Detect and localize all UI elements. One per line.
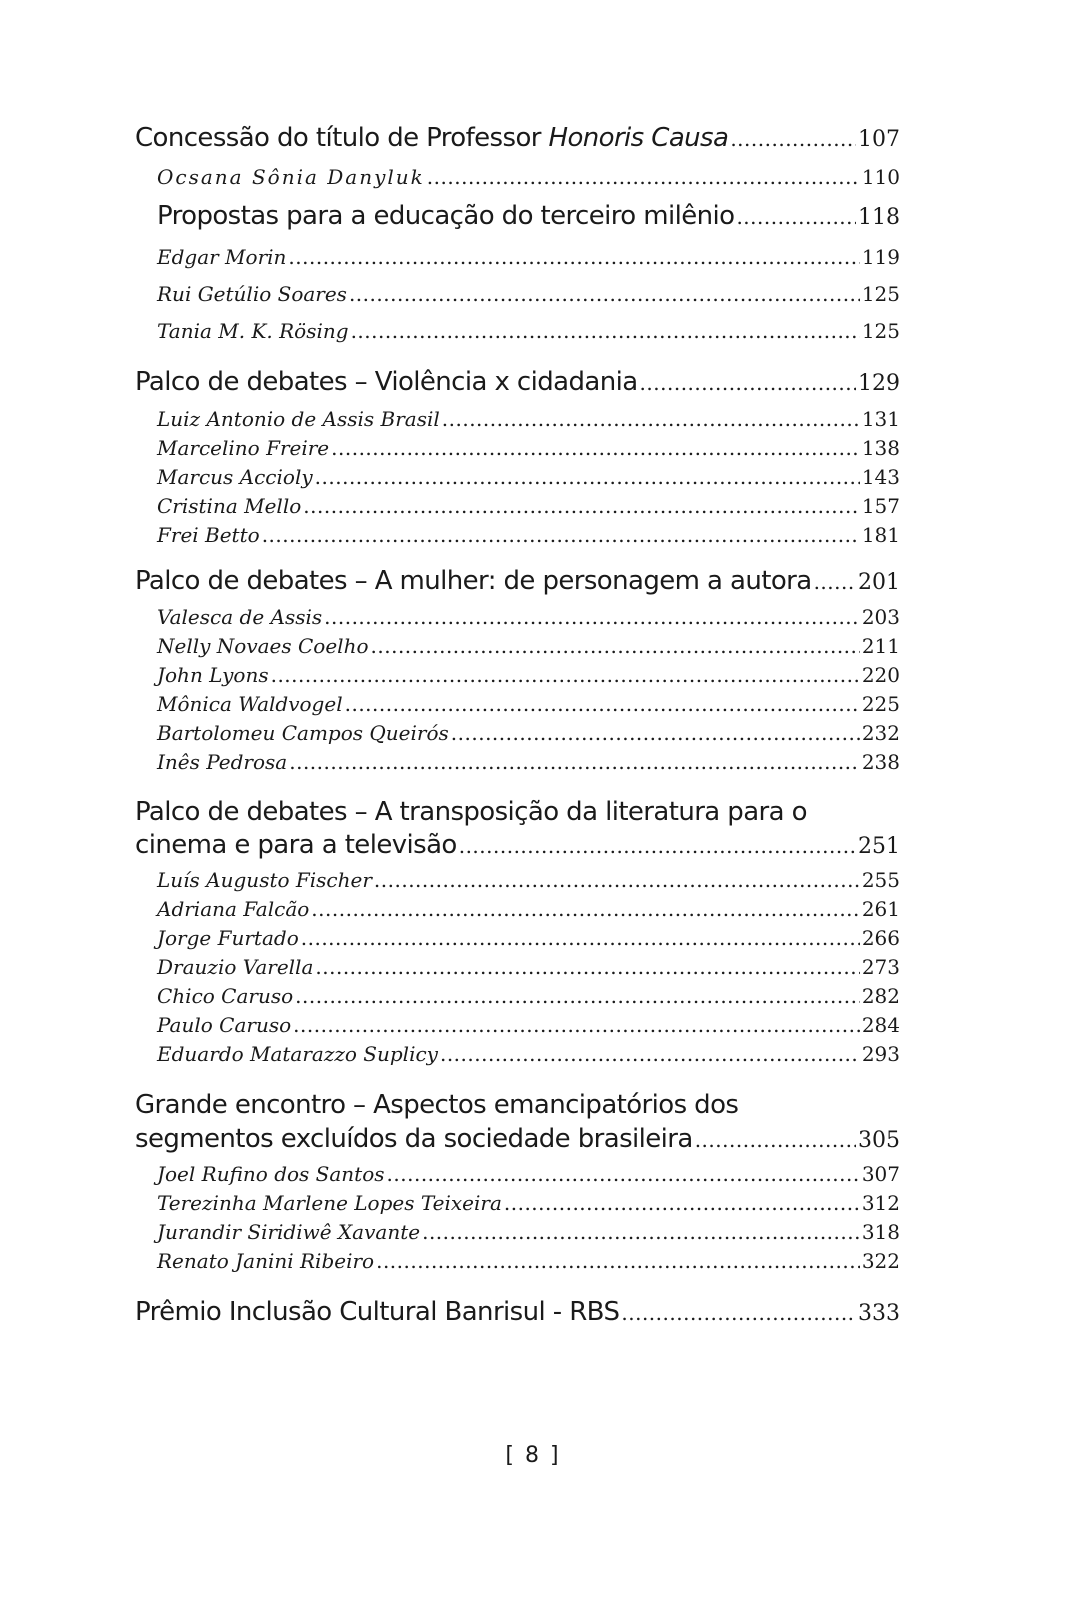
toc-entry — [135, 319, 900, 367]
author-name: Cristina Mello — [157, 494, 302, 518]
dot-leader — [262, 523, 860, 547]
page-number: 181 — [861, 523, 900, 547]
page-number: 107 — [858, 127, 900, 152]
section-title-text: Concessão do título de Professor — [135, 123, 549, 153]
author-name: Jurandir Siridiwê Xavante — [157, 1220, 421, 1244]
author-name: John Lyons — [157, 663, 269, 687]
toc-entry — [135, 1042, 900, 1086]
toc-entry — [135, 868, 900, 897]
toc-section-propostas — [135, 201, 900, 245]
toc-entry — [135, 605, 900, 634]
section-title-line1: Grande encontro – Aspectos emancipatórios dos — [135, 1090, 739, 1120]
author-name: Inês Pedrosa — [157, 750, 288, 774]
toc-entry — [135, 897, 900, 926]
page-number: 129 — [858, 371, 900, 396]
dot-leader — [459, 834, 856, 858]
section-title-line2: segmentos excluídos da sociedade brasileira — [135, 1124, 693, 1154]
page-number: 293 — [861, 1042, 900, 1066]
page-number: 203 — [861, 605, 900, 629]
table-of-contents — [135, 123, 900, 1337]
page-number: 307 — [861, 1162, 900, 1186]
dot-leader — [293, 1013, 860, 1037]
section-title: Propostas para a educação do terceiro milênio — [157, 201, 735, 231]
dot-leader — [301, 926, 860, 950]
toc-entry — [135, 523, 900, 566]
author-name: Terezinha Marlene Lopes Teixeira — [157, 1191, 502, 1215]
toc-section-transposicao — [135, 794, 900, 868]
dot-leader — [427, 165, 860, 189]
page-number: 266 — [861, 926, 900, 950]
author-name: Tania M. K. Rösing — [157, 319, 349, 343]
dot-leader — [324, 605, 860, 629]
page-number: 322 — [861, 1249, 900, 1273]
page-number: 211 — [861, 634, 900, 658]
page-number: 318 — [861, 1220, 900, 1244]
author-name: Rui Getúlio Soares — [157, 282, 347, 306]
dot-leader — [351, 319, 860, 343]
dot-leader — [289, 750, 860, 774]
dot-leader — [442, 407, 860, 431]
page-number: 305 — [858, 1128, 900, 1153]
toc-entry — [135, 721, 900, 750]
dot-leader — [331, 436, 860, 460]
dot-leader — [371, 634, 860, 658]
dot-leader — [621, 1301, 856, 1325]
dot-leader — [695, 1128, 856, 1152]
toc-entry — [135, 1191, 900, 1220]
dot-leader — [730, 127, 856, 151]
author-name: Adriana Falcão — [157, 897, 310, 921]
dot-leader — [814, 570, 856, 594]
page-number: 261 — [861, 897, 900, 921]
toc-entry — [135, 494, 900, 523]
author-name: Edgar Morin — [157, 245, 287, 269]
toc-section-premio — [135, 1297, 900, 1337]
author-name: Marcus Accioly — [157, 465, 313, 489]
page-number: 110 — [861, 165, 900, 189]
dot-leader — [349, 282, 860, 306]
author-name: Luiz Antonio de Assis Brasil — [157, 407, 440, 431]
page-number: 225 — [861, 692, 900, 716]
dot-leader — [315, 955, 859, 979]
dot-leader — [374, 868, 860, 892]
author-name: Eduardo Matarazzo Suplicy — [157, 1042, 438, 1066]
author-name: Chico Caruso — [157, 984, 294, 1008]
author-name: Marcelino Freire — [157, 436, 330, 460]
toc-entry — [135, 1013, 900, 1042]
dot-leader — [303, 494, 860, 518]
author-name: Frei Betto — [157, 523, 260, 547]
toc-entry — [135, 984, 900, 1013]
page-number: 131 — [861, 407, 900, 431]
author-name: Luís Augusto Fischer — [157, 868, 372, 892]
author-name: Mônica Waldvogel — [157, 692, 343, 716]
page-number: 201 — [858, 570, 900, 595]
dot-leader — [451, 721, 860, 745]
dot-leader — [422, 1220, 860, 1244]
page-number: 125 — [861, 282, 900, 306]
author-name: Renato Janini Ribeiro — [157, 1249, 375, 1273]
section-title: Palco de debates – Violência x cidadania — [135, 367, 638, 397]
page-number: 333 — [858, 1301, 900, 1326]
toc-entry — [135, 282, 900, 319]
author-name: Valesca de Assis — [157, 605, 323, 629]
toc-entry — [135, 1249, 900, 1297]
section-title: Prêmio Inclusão Cultural Banrisul - RBS — [135, 1297, 620, 1327]
author-name: Drauzio Varella — [157, 955, 314, 979]
dot-leader — [345, 692, 860, 716]
page-number: 119 — [861, 245, 900, 269]
page-number: 251 — [858, 834, 900, 859]
toc-section-violencia — [135, 367, 900, 407]
dot-leader — [504, 1191, 860, 1215]
section-title-italic: Honoris Causa — [548, 123, 729, 153]
dot-leader — [440, 1042, 860, 1066]
page-number: 220 — [861, 663, 900, 687]
dot-leader — [315, 465, 860, 489]
page-number: 118 — [858, 205, 900, 230]
author-name: Joel Rufino dos Santos — [157, 1162, 385, 1186]
section-title — [135, 123, 728, 153]
toc-section-honoris-causa — [135, 123, 900, 165]
author-name: Jorge Furtado — [157, 926, 299, 950]
dot-leader — [271, 663, 860, 687]
page-number: 255 — [861, 868, 900, 892]
dot-leader — [311, 897, 860, 921]
dot-leader — [376, 1249, 860, 1273]
page-folio: [ 8 ] — [505, 1443, 561, 1468]
section-title-line2: cinema e para a televisão — [135, 830, 457, 860]
dot-leader — [387, 1162, 860, 1186]
page-number: 232 — [861, 721, 900, 745]
toc-entry — [135, 165, 900, 201]
page-number: 273 — [861, 955, 900, 979]
section-title-line1: Palco de debates – A transposição da literatura para o — [135, 797, 807, 827]
toc-entry — [135, 245, 900, 282]
toc-entry — [135, 1220, 900, 1249]
toc-entry — [135, 634, 900, 663]
author-name: Nelly Novaes Coelho — [157, 634, 369, 658]
toc-section-grande-encontro — [135, 1086, 900, 1162]
toc-entry — [135, 663, 900, 692]
dot-leader — [288, 245, 859, 269]
toc-entry — [135, 926, 900, 955]
page-number: 282 — [861, 984, 900, 1008]
dot-leader — [640, 371, 856, 395]
toc-entry — [135, 436, 900, 465]
author-name: Paulo Caruso — [157, 1013, 292, 1037]
page-number: 284 — [861, 1013, 900, 1037]
page-number: 238 — [861, 750, 900, 774]
toc-section-mulher — [135, 566, 900, 605]
dot-leader — [736, 205, 856, 229]
toc-entry — [135, 692, 900, 721]
toc-entry — [135, 407, 900, 436]
page-number: 125 — [861, 319, 900, 343]
author-name: Bartolomeu Campos Queirós — [157, 721, 449, 745]
page-number: 138 — [861, 436, 900, 460]
toc-entry — [135, 465, 900, 494]
toc-entry — [135, 750, 900, 794]
page-number: 143 — [861, 465, 900, 489]
author-name: Ocsana Sônia Danyluk — [157, 165, 425, 189]
toc-entry — [135, 955, 900, 984]
page-number: 312 — [861, 1191, 900, 1215]
toc-entry — [135, 1162, 900, 1191]
dot-leader — [295, 984, 860, 1008]
page-number: 157 — [861, 494, 900, 518]
section-title: Palco de debates – A mulher: de personagem a autora — [135, 566, 812, 596]
